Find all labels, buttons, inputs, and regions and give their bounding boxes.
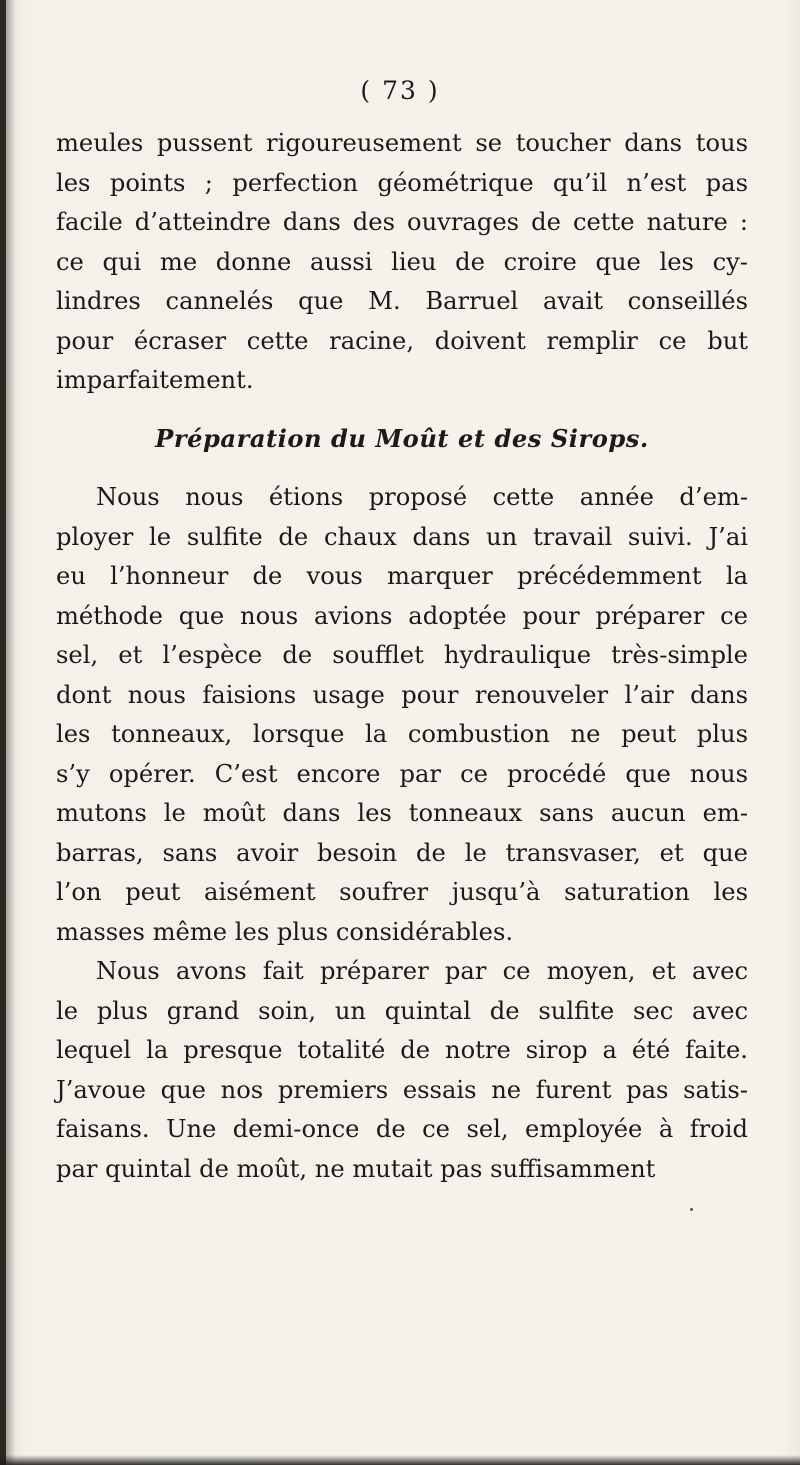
paper-speck: [690, 1208, 693, 1211]
gutter-shadow: [6, 0, 16, 1465]
text-line: Nous avons fait préparer par ce moyen, et avec: [96, 957, 748, 985]
body-text: [56, 124, 748, 1189]
text-line: faisans. Une demi-once de ce sel, employée à froid: [56, 1115, 748, 1143]
paragraph-2: [56, 478, 748, 952]
page-bottom-edge: [0, 1455, 800, 1465]
text-line: les tonneaux, lorsque la combustion ne peut plus: [56, 720, 748, 748]
text-line: s’y opérer. C’est encore par ce procédé que nous: [56, 759, 748, 788]
paragraph-1: [56, 124, 748, 401]
text-line: pour écraser cette racine, doivent remplir ce but: [56, 326, 748, 355]
text-line: meules pussent rigoureusement se toucher dans tous: [56, 129, 748, 157]
text-line: le plus grand soin, un quintal de sulfite sec avec: [56, 996, 748, 1025]
text-line: par quintal de moût, ne mutait pas suffisamment: [56, 1154, 656, 1183]
section-heading: Préparation du Moût et des Sirops.: [155, 423, 649, 453]
text-line: lindres cannelés que M. Barruel avait conseillés: [56, 287, 748, 315]
text-line: sel, et l’espèce de soufflet hydraulique très-simple: [56, 641, 748, 669]
text-line: J’avoue que nos premiers essais ne furent pas satis-: [56, 1075, 748, 1104]
text-line: facile d’atteindre dans des ouvrages de cette nature :: [56, 208, 748, 236]
page-number: ( 73 ): [360, 76, 440, 105]
text-line: Nous nous étions proposé cette année d’em-: [96, 483, 748, 511]
text-line: masses même les plus considérables.: [56, 917, 514, 946]
text-line: lequel la presque totalité de notre sirop a été faite.: [56, 1036, 748, 1064]
text-line: mutons le moût dans les tonneaux sans aucun em-: [56, 799, 748, 827]
text-line: les points ; perfection géométrique qu’il n’est pas: [56, 168, 748, 197]
text-line: ployer le sulfite de chaux dans un travail suivi. J’ai: [56, 522, 748, 551]
text-line: barras, sans avoir besoin de le transvaser, et que: [56, 838, 748, 867]
text-line: l’on peut aisément soufrer jusqu’à saturation les: [56, 878, 748, 906]
text-line: dont nous faisions usage pour renouveler l’air dans: [56, 680, 748, 709]
text-line: ce qui me donne aussi lieu de croire que les cy-: [56, 247, 748, 276]
paragraph-3: [56, 952, 748, 1189]
text-line: méthode que nous avions adoptée pour préparer ce: [56, 601, 748, 630]
text-line: imparfaitement.: [56, 366, 254, 394]
text-line: eu l’honneur de vous marquer précédemment la: [56, 562, 748, 590]
